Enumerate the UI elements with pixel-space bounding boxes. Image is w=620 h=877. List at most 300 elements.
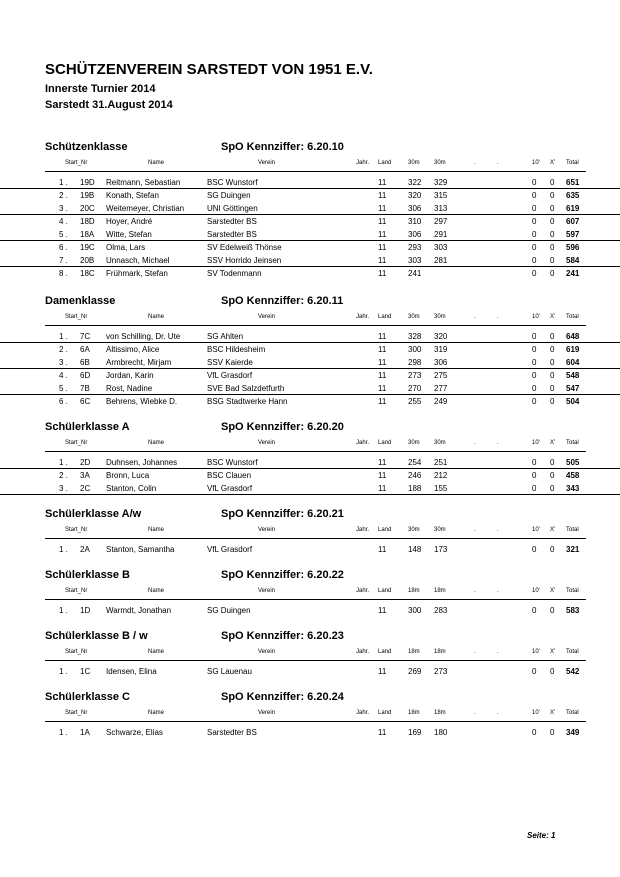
- cell-name: Reitmann, Sebastian: [106, 178, 181, 187]
- cell-start: 3A: [80, 471, 90, 480]
- cell-s2: 180: [434, 728, 448, 737]
- cell-ten: 0: [532, 256, 537, 265]
- cell-x: 0: [550, 397, 555, 406]
- table-row: [0, 215, 620, 228]
- cell-start: 18D: [80, 217, 95, 226]
- cell-land: 11: [378, 484, 387, 493]
- cell-verein: VfL Grasdorf: [207, 371, 253, 380]
- cell-land: 11: [378, 345, 387, 354]
- cell-verein: BSC Clauen: [207, 471, 252, 480]
- cell-land: 11: [378, 243, 387, 252]
- cell-ten: 0: [532, 728, 537, 737]
- cell-start: 19D: [80, 178, 95, 187]
- column-header-jahr: Jahr.: [356, 440, 370, 446]
- cell-ten: 0: [532, 484, 537, 493]
- cell-s1: 300: [408, 345, 422, 354]
- spo-code: SpO Kennziffer: 6.20.10: [221, 141, 344, 153]
- cell-s2: 306: [434, 358, 448, 367]
- cell-verein: BSG Stadtwerke Hann: [207, 397, 288, 406]
- column-header-row: [0, 527, 620, 537]
- column-header-row: [0, 649, 620, 659]
- cell-name: Behrens, Wiebke D.: [106, 397, 178, 406]
- column-header-ten: 10': [532, 649, 540, 655]
- column-header-start: Start_Nr: [65, 314, 88, 320]
- cell-s1: 298: [408, 358, 422, 367]
- cell-land: 11: [378, 471, 387, 480]
- section-title: Schülerklasse A: [45, 421, 130, 433]
- table-row: [0, 369, 620, 382]
- header-divider: [45, 451, 586, 452]
- table-row: [0, 189, 620, 202]
- cell-ten: 0: [532, 545, 537, 554]
- cell-total: 547: [566, 384, 580, 393]
- column-header-e2: .: [497, 588, 499, 594]
- cell-x: 0: [550, 256, 555, 265]
- cell-rank: 1 .: [59, 545, 68, 554]
- cell-total: 548: [566, 371, 580, 380]
- cell-s1: 246: [408, 471, 422, 480]
- cell-name: Witte, Stefan: [106, 230, 152, 239]
- cell-x: 0: [550, 358, 555, 367]
- column-header-start: Start_Nr: [65, 710, 88, 716]
- cell-total: 349: [566, 728, 580, 737]
- cell-ten: 0: [532, 217, 537, 226]
- section-title: Schülerklasse B / w: [45, 630, 148, 642]
- column-header-d1: 18m: [408, 588, 420, 594]
- column-header-d2: 18m: [434, 649, 446, 655]
- cell-ten: 0: [532, 471, 537, 480]
- cell-start: 20C: [80, 204, 95, 213]
- column-header-d1: 30m: [408, 527, 420, 533]
- cell-s1: 306: [408, 230, 422, 239]
- column-header-e1: .: [474, 649, 476, 655]
- cell-ten: 0: [532, 178, 537, 187]
- column-header-start: Start_Nr: [65, 527, 88, 533]
- table-row: [0, 356, 620, 369]
- cell-x: 0: [550, 217, 555, 226]
- cell-total: 607: [566, 217, 580, 226]
- cell-total: 596: [566, 243, 580, 252]
- header-divider: [45, 660, 586, 661]
- cell-verein: BSC Hildesheim: [207, 345, 266, 354]
- cell-x: 0: [550, 332, 555, 341]
- column-header-start: Start_Nr: [65, 649, 88, 655]
- column-header-e2: .: [497, 710, 499, 716]
- spo-code: SpO Kennziffer: 6.20.23: [221, 630, 344, 642]
- cell-land: 11: [378, 178, 387, 187]
- cell-s2: 251: [434, 458, 448, 467]
- cell-s2: 212: [434, 471, 448, 480]
- column-header-total: Total: [566, 710, 579, 716]
- cell-x: 0: [550, 667, 555, 676]
- cell-land: 11: [378, 545, 387, 554]
- column-header-x: X': [550, 440, 556, 446]
- table-row: [0, 267, 620, 280]
- cell-land: 11: [378, 204, 387, 213]
- column-header-verein: Verein: [258, 588, 276, 594]
- column-header-name: Name: [148, 710, 165, 716]
- cell-s2: 291: [434, 230, 448, 239]
- table-row: [0, 176, 620, 189]
- cell-verein: BSC Wunstorf: [207, 458, 258, 467]
- cell-ten: 0: [532, 384, 537, 393]
- cell-total: 619: [566, 204, 580, 213]
- table-row: [0, 469, 620, 482]
- cell-s2: 281: [434, 256, 448, 265]
- column-header-d2: 18m: [434, 588, 446, 594]
- column-header-total: Total: [566, 649, 579, 655]
- cell-start: 19B: [80, 191, 95, 200]
- cell-start: 18C: [80, 269, 95, 278]
- cell-verein: VfL Grasdorf: [207, 545, 253, 554]
- column-header-name: Name: [148, 649, 165, 655]
- column-header-x: X': [550, 710, 556, 716]
- column-header-land: Land: [378, 527, 392, 533]
- spo-code: SpO Kennziffer: 6.20.11: [221, 295, 344, 307]
- column-header-x: X': [550, 588, 556, 594]
- section-title: Schülerklasse B: [45, 569, 130, 581]
- header-divider: [45, 538, 586, 539]
- cell-rank: 1 .: [59, 332, 68, 341]
- header-divider: [45, 325, 586, 326]
- cell-start: 6C: [80, 397, 91, 406]
- column-header-d2: 30m: [434, 314, 446, 320]
- cell-start: 1D: [80, 606, 91, 615]
- cell-ten: 0: [532, 371, 537, 380]
- cell-ten: 0: [532, 243, 537, 252]
- cell-rank: 2 .: [59, 345, 68, 354]
- cell-s2: 277: [434, 384, 448, 393]
- column-header-jahr: Jahr.: [356, 314, 370, 320]
- cell-land: 11: [378, 191, 387, 200]
- cell-rank: 3 .: [59, 484, 68, 493]
- column-header-land: Land: [378, 588, 392, 594]
- section-title: Schülerklasse C: [45, 691, 130, 703]
- cell-rank: 5 .: [59, 384, 68, 393]
- cell-s2: 319: [434, 345, 448, 354]
- cell-name: Jordan, Karin: [106, 371, 154, 380]
- cell-x: 0: [550, 484, 555, 493]
- column-header-d2: 30m: [434, 527, 446, 533]
- column-header-name: Name: [148, 160, 165, 166]
- cell-total: 458: [566, 471, 580, 480]
- cell-land: 11: [378, 397, 387, 406]
- cell-s2: 303: [434, 243, 448, 252]
- spo-code: SpO Kennziffer: 6.20.21: [221, 508, 344, 520]
- cell-s1: 328: [408, 332, 422, 341]
- cell-rank: 6 .: [59, 397, 68, 406]
- cell-s2: 173: [434, 545, 448, 554]
- spo-code: SpO Kennziffer: 6.20.24: [221, 691, 344, 703]
- table-row: [0, 543, 620, 556]
- column-header-verein: Verein: [258, 527, 276, 533]
- section-title: Damenklasse: [45, 295, 116, 307]
- column-header-x: X': [550, 527, 556, 533]
- cell-total: 343: [566, 484, 580, 493]
- cell-verein: SG Ahlten: [207, 332, 244, 341]
- cell-name: Warmdt, Jonathan: [106, 606, 172, 615]
- cell-name: Olma, Lars: [106, 243, 146, 252]
- cell-x: 0: [550, 606, 555, 615]
- cell-rank: 3 .: [59, 358, 68, 367]
- cell-ten: 0: [532, 269, 537, 278]
- cell-name: von Schilling, Dr. Ute: [106, 332, 181, 341]
- cell-s1: 306: [408, 204, 422, 213]
- column-header-verein: Verein: [258, 440, 276, 446]
- cell-start: 7B: [80, 384, 90, 393]
- table-row: [0, 228, 620, 241]
- cell-name: Altissimo, Alice: [106, 345, 160, 354]
- cell-land: 11: [378, 728, 387, 737]
- cell-name: Stanton, Colin: [106, 484, 157, 493]
- column-header-land: Land: [378, 710, 392, 716]
- cell-s1: 273: [408, 371, 422, 380]
- column-header-d2: 30m: [434, 160, 446, 166]
- cell-rank: 4 .: [59, 371, 68, 380]
- cell-name: Idensen, Elina: [106, 667, 157, 676]
- column-header-start: Start_Nr: [65, 440, 88, 446]
- cell-land: 11: [378, 332, 387, 341]
- section-title: Schülerklasse A/w: [45, 508, 142, 520]
- cell-s1: 303: [408, 256, 422, 265]
- cell-total: 619: [566, 345, 580, 354]
- table-row: [0, 395, 620, 408]
- cell-total: 651: [566, 178, 580, 187]
- cell-total: 597: [566, 230, 580, 239]
- cell-x: 0: [550, 545, 555, 554]
- cell-s2: 297: [434, 217, 448, 226]
- table-row: [0, 482, 620, 495]
- column-header-start: Start_Nr: [65, 160, 88, 166]
- cell-start: 7C: [80, 332, 91, 341]
- cell-start: 6A: [80, 345, 90, 354]
- column-header-ten: 10': [532, 588, 540, 594]
- column-header-land: Land: [378, 314, 392, 320]
- cell-land: 11: [378, 458, 387, 467]
- cell-s1: 254: [408, 458, 422, 467]
- cell-start: 2D: [80, 458, 91, 467]
- cell-name: Bronn, Luca: [106, 471, 150, 480]
- cell-name: Duhnsen, Johannes: [106, 458, 178, 467]
- cell-ten: 0: [532, 345, 537, 354]
- cell-total: 542: [566, 667, 580, 676]
- cell-verein: SG Duingen: [207, 191, 251, 200]
- table-row: [0, 254, 620, 267]
- cell-x: 0: [550, 230, 555, 239]
- column-header-e2: .: [497, 440, 499, 446]
- column-header-total: Total: [566, 588, 579, 594]
- cell-verein: SSV Horrido Jeinsen: [207, 256, 282, 265]
- cell-s2: 313: [434, 204, 448, 213]
- cell-s1: 188: [408, 484, 422, 493]
- cell-verein: SSV Kaierde: [207, 358, 253, 367]
- cell-x: 0: [550, 178, 555, 187]
- cell-x: 0: [550, 458, 555, 467]
- table-row: [0, 241, 620, 254]
- cell-land: 11: [378, 384, 387, 393]
- column-header-e1: .: [474, 588, 476, 594]
- cell-rank: 6 .: [59, 243, 68, 252]
- cell-rank: 1 .: [59, 178, 68, 187]
- cell-s1: 293: [408, 243, 422, 252]
- spo-code: SpO Kennziffer: 6.20.20: [221, 421, 344, 433]
- cell-rank: 2 .: [59, 471, 68, 480]
- cell-ten: 0: [532, 458, 537, 467]
- cell-start: 6B: [80, 358, 90, 367]
- table-row: [0, 456, 620, 469]
- header-divider: [45, 171, 586, 172]
- column-header-verein: Verein: [258, 710, 276, 716]
- column-header-row: [0, 710, 620, 720]
- cell-rank: 5 .: [59, 230, 68, 239]
- cell-rank: 3 .: [59, 204, 68, 213]
- cell-verein: SG Duingen: [207, 606, 251, 615]
- column-header-row: [0, 314, 620, 324]
- cell-name: Hoyer, André: [106, 217, 153, 226]
- column-header-e1: .: [474, 527, 476, 533]
- column-header-ten: 10': [532, 160, 540, 166]
- cell-land: 11: [378, 667, 387, 676]
- cell-start: 2C: [80, 484, 91, 493]
- column-header-start: Start_Nr: [65, 588, 88, 594]
- cell-land: 11: [378, 269, 387, 278]
- column-header-land: Land: [378, 440, 392, 446]
- cell-rank: 1 .: [59, 458, 68, 467]
- column-header-name: Name: [148, 588, 165, 594]
- header-divider: [45, 721, 586, 722]
- column-header-e2: .: [497, 649, 499, 655]
- document-title: SCHÜTZENVEREIN SARSTEDT VON 1951 E.V.: [45, 61, 373, 78]
- cell-s2: 320: [434, 332, 448, 341]
- cell-total: 321: [566, 545, 580, 554]
- cell-name: Frühmark, Stefan: [106, 269, 168, 278]
- cell-start: 6D: [80, 371, 91, 380]
- cell-x: 0: [550, 243, 555, 252]
- table-row: [0, 343, 620, 356]
- table-row: [0, 330, 620, 343]
- column-header-land: Land: [378, 160, 392, 166]
- cell-rank: 1 .: [59, 667, 68, 676]
- cell-x: 0: [550, 191, 555, 200]
- cell-x: 0: [550, 728, 555, 737]
- column-header-jahr: Jahr.: [356, 649, 370, 655]
- cell-rank: 1 .: [59, 728, 68, 737]
- cell-land: 11: [378, 256, 387, 265]
- column-header-total: Total: [566, 440, 579, 446]
- cell-total: 604: [566, 358, 580, 367]
- cell-verein: SV Edelweiß Thönse: [207, 243, 282, 252]
- column-header-x: X': [550, 314, 556, 320]
- cell-s1: 148: [408, 545, 422, 554]
- column-header-jahr: Jahr.: [356, 710, 370, 716]
- column-header-row: [0, 440, 620, 450]
- cell-total: 504: [566, 397, 580, 406]
- cell-start: 18A: [80, 230, 95, 239]
- cell-x: 0: [550, 371, 555, 380]
- table-row: [0, 202, 620, 215]
- cell-rank: 1 .: [59, 606, 68, 615]
- cell-x: 0: [550, 345, 555, 354]
- cell-s2: 155: [434, 484, 448, 493]
- header-divider: [45, 599, 586, 600]
- column-header-e1: .: [474, 314, 476, 320]
- column-header-e2: .: [497, 160, 499, 166]
- column-header-d1: 18m: [408, 649, 420, 655]
- cell-verein: Sarstedter BS: [207, 230, 257, 239]
- cell-name: Weitemeyer, Christian: [106, 204, 185, 213]
- spo-code: SpO Kennziffer: 6.20.22: [221, 569, 344, 581]
- column-header-e1: .: [474, 710, 476, 716]
- column-header-d1: 30m: [408, 160, 420, 166]
- column-header-verein: Verein: [258, 314, 276, 320]
- column-header-e1: .: [474, 160, 476, 166]
- cell-ten: 0: [532, 191, 537, 200]
- tournament-name: Innerste Turnier 2014: [45, 83, 156, 95]
- cell-total: 584: [566, 256, 580, 265]
- cell-s2: 275: [434, 371, 448, 380]
- cell-land: 11: [378, 217, 387, 226]
- cell-s1: 310: [408, 217, 422, 226]
- cell-verein: SG Lauenau: [207, 667, 252, 676]
- column-header-d1: 18m: [408, 710, 420, 716]
- cell-name: Stanton, Samantha: [106, 545, 175, 554]
- cell-total: 241: [566, 269, 580, 278]
- column-header-total: Total: [566, 527, 579, 533]
- cell-x: 0: [550, 384, 555, 393]
- column-header-d2: 30m: [434, 440, 446, 446]
- cell-s1: 322: [408, 178, 422, 187]
- column-header-total: Total: [566, 314, 579, 320]
- cell-name: Rost, Nadine: [106, 384, 153, 393]
- cell-s1: 269: [408, 667, 422, 676]
- cell-start: 1A: [80, 728, 90, 737]
- cell-start: 2A: [80, 545, 90, 554]
- cell-x: 0: [550, 269, 555, 278]
- table-row: [0, 726, 620, 739]
- cell-s1: 169: [408, 728, 422, 737]
- cell-verein: Sarstedter BS: [207, 728, 257, 737]
- column-header-row: [0, 588, 620, 598]
- column-header-verein: Verein: [258, 160, 276, 166]
- cell-land: 11: [378, 606, 387, 615]
- cell-verein: SVE Bad Salzdetfurth: [207, 384, 285, 393]
- column-header-name: Name: [148, 440, 165, 446]
- cell-land: 11: [378, 371, 387, 380]
- cell-s1: 255: [408, 397, 422, 406]
- cell-name: Armbrecht, Mirjam: [106, 358, 172, 367]
- cell-total: 505: [566, 458, 580, 467]
- column-header-d1: 30m: [408, 440, 420, 446]
- column-header-name: Name: [148, 527, 165, 533]
- cell-ten: 0: [532, 332, 537, 341]
- column-header-jahr: Jahr.: [356, 527, 370, 533]
- column-header-ten: 10': [532, 710, 540, 716]
- cell-verein: SV Todenmann: [207, 269, 262, 278]
- column-header-e1: .: [474, 440, 476, 446]
- cell-total: 583: [566, 606, 580, 615]
- column-header-x: X': [550, 649, 556, 655]
- cell-start: 20B: [80, 256, 95, 265]
- section-title: Schützenklasse: [45, 141, 128, 153]
- column-header-name: Name: [148, 314, 165, 320]
- column-header-d2: 18m: [434, 710, 446, 716]
- cell-land: 11: [378, 358, 387, 367]
- cell-s1: 270: [408, 384, 422, 393]
- cell-total: 635: [566, 191, 580, 200]
- tournament-date: Sarstedt 31.August 2014: [45, 99, 173, 111]
- table-row: [0, 604, 620, 617]
- column-header-d1: 30m: [408, 314, 420, 320]
